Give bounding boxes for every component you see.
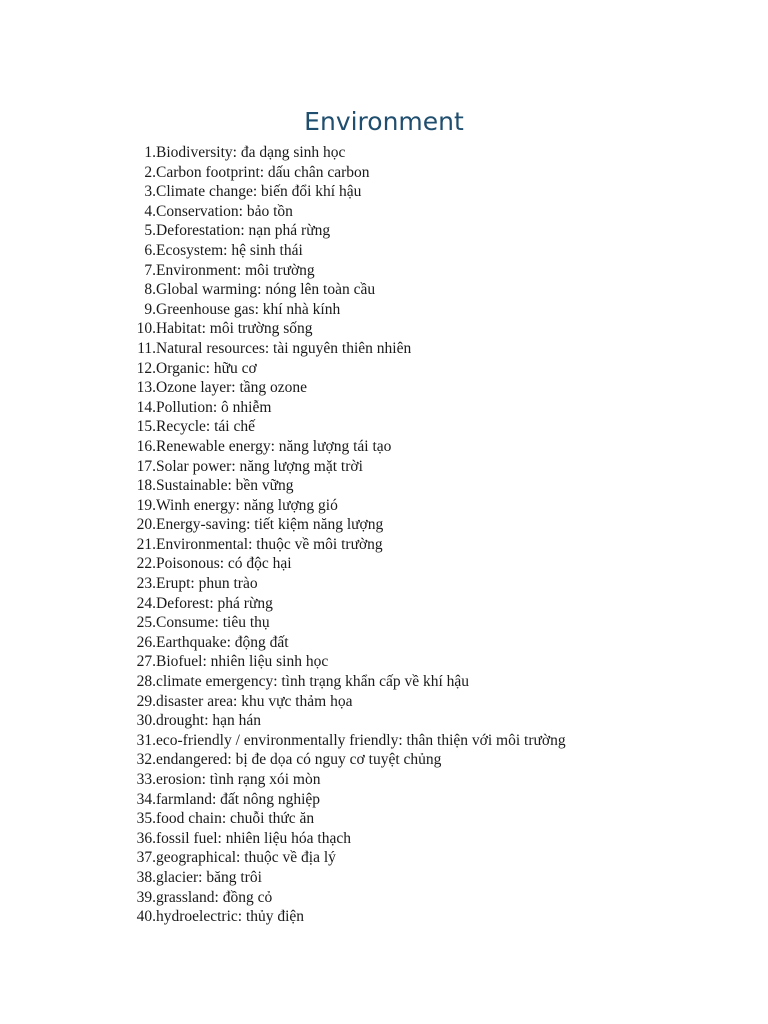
list-item-number: 39. [136, 888, 156, 906]
list-item [118, 829, 718, 849]
list-item-text: Conservation: bảo tồn [156, 202, 293, 220]
list-item [118, 143, 718, 163]
list-item-text: Erupt: phun trào [156, 575, 258, 593]
list-item-text: Biofuel: nhiên liệu sinh học [156, 653, 329, 671]
list-item-number: 23. [136, 575, 156, 593]
list-item-number: 29. [136, 692, 156, 710]
list-item [118, 241, 718, 261]
list-item-text: Ozone layer: tầng ozone [156, 379, 308, 397]
list-item [118, 417, 718, 437]
list-item-text: Biodiversity: đa dạng sinh học [156, 144, 346, 161]
list-item [118, 378, 718, 398]
list-item-text: Renewable energy: năng lượng tái tạo [156, 437, 392, 455]
list-item [118, 515, 718, 535]
list-item-text: Organic: hữu cơ [156, 359, 257, 377]
list-item [118, 809, 718, 829]
list-item [118, 398, 718, 418]
list-item-number: 30. [136, 712, 156, 730]
list-item-number: 7. [144, 261, 156, 279]
list-item-number: 40. [136, 908, 156, 926]
list-item [118, 202, 718, 222]
list-item [118, 437, 718, 457]
list-item-number: 35. [136, 810, 156, 828]
list-item-number: 3. [144, 183, 156, 201]
list-item-text: Pollution: ô nhiễm [156, 398, 272, 416]
list-item-number: 16. [136, 437, 156, 455]
list-item-text: climate emergency: tình trạng khẩn cấp về khí hậu [156, 673, 470, 691]
list-item-number: 20. [136, 516, 156, 534]
list-item-number: 6. [144, 241, 156, 259]
list-item-text: Deforest: phá rừng [156, 594, 273, 612]
list-item [118, 652, 718, 672]
list-item-number: 15. [136, 418, 156, 436]
list-item-number: 25. [136, 614, 156, 632]
list-item-text: disaster area: khu vực thảm họa [156, 692, 353, 710]
list-item-number: 32. [136, 751, 156, 769]
list-item-text: Deforestation: nạn phá rừng [156, 222, 331, 240]
list-item [118, 770, 718, 790]
list-item [118, 496, 718, 516]
list-item-text: fossil fuel: nhiên liệu hóa thạch [156, 829, 351, 847]
list-item-number: 14. [136, 398, 156, 416]
list-item-number: 13. [136, 379, 156, 397]
list-item-text: Greenhouse gas: khí nhà kính [156, 300, 341, 318]
list-item [118, 868, 718, 888]
list-item-text: Global warming: nóng lên toàn cầu [156, 281, 376, 299]
list-item [118, 319, 718, 339]
list-item-text: grassland: đồng cỏ [156, 888, 273, 906]
list-item-number: 31. [136, 731, 156, 749]
list-item-number: 10. [136, 320, 156, 338]
list-item [118, 848, 718, 868]
list-item-text: drought: hạn hán [156, 712, 262, 730]
list-item-number: 8. [144, 281, 156, 299]
list-item-number: 18. [136, 477, 156, 495]
list-item [118, 261, 718, 281]
list-item-text: Solar power: năng lượng mặt trời [156, 457, 363, 475]
list-item [118, 594, 718, 614]
list-item-text: Carbon footprint: dấu chân carbon [156, 163, 370, 181]
list-item [118, 731, 718, 751]
list-item-text: eco-friendly / environmentally friendly: thân thiện với môi trường [156, 731, 566, 749]
list-item [118, 182, 718, 202]
list-item-number: 28. [136, 673, 156, 691]
list-item [118, 554, 718, 574]
list-item-number: 36. [136, 829, 156, 847]
list-item-text: erosion: tình rạng xói mòn [156, 771, 321, 788]
list-item [118, 692, 718, 712]
list-item-text: Environment: môi trường [156, 261, 315, 279]
list-item [118, 359, 718, 379]
list-item-number: 33. [136, 771, 156, 788]
list-item-number: 12. [136, 359, 156, 377]
list-item [118, 280, 718, 300]
list-item-text: Energy-saving: tiết kiệm năng lượng [156, 516, 384, 534]
vocabulary-list [118, 143, 718, 927]
list-item-text: food chain: chuỗi thức ăn [156, 810, 315, 828]
list-item [118, 476, 718, 496]
list-item-number: 1. [144, 144, 156, 161]
page-title: Environment [304, 107, 464, 136]
list-item-number: 9. [144, 300, 156, 318]
list-item-number: 26. [136, 633, 156, 651]
list-item-text: Recycle: tái chế [156, 418, 255, 436]
list-item-text: Poisonous: có độc hại [156, 555, 292, 573]
list-item [118, 613, 718, 633]
list-item-text: Habitat: môi trường sống [156, 320, 313, 338]
list-item-number: 21. [136, 535, 156, 553]
list-item [118, 535, 718, 555]
list-item-number: 17. [136, 457, 156, 475]
list-item [118, 907, 718, 927]
list-item [118, 300, 718, 320]
list-item-text: Ecosystem: hệ sinh thái [156, 241, 303, 259]
list-item [118, 574, 718, 594]
list-item-text: Environmental: thuộc về môi trường [156, 535, 383, 553]
list-item [118, 888, 718, 908]
list-item [118, 457, 718, 477]
list-item [118, 633, 718, 653]
list-item-text: glacier: băng trôi [156, 868, 262, 886]
list-item-number: 4. [144, 202, 156, 220]
list-item-number: 37. [136, 849, 156, 867]
list-item-text: Earthquake: động đất [156, 633, 289, 651]
list-item-text: Climate change: biến đổi khí hậu [156, 183, 362, 201]
list-item-text: farmland: đất nông nghiệp [156, 790, 320, 808]
list-item [118, 790, 718, 810]
list-item-number: 22. [136, 555, 156, 573]
list-item-number: 19. [136, 496, 156, 514]
list-item-text: Consume: tiêu thụ [156, 614, 270, 632]
list-item-number: 2. [144, 163, 156, 181]
list-item-text: hydroelectric: thủy điện [156, 908, 305, 926]
list-item [118, 221, 718, 241]
list-item-number: 38. [136, 868, 156, 886]
list-item [118, 750, 718, 770]
list-item-text: Winh energy: năng lượng gió [156, 496, 338, 514]
list-item [118, 711, 718, 731]
list-item [118, 163, 718, 183]
list-item-number: 24. [136, 594, 156, 612]
list-item [118, 339, 718, 359]
list-item-number: 27. [136, 653, 156, 671]
list-item-text: geographical: thuộc về địa lý [156, 849, 336, 867]
list-item-number: 5. [144, 222, 156, 240]
list-item [118, 672, 718, 692]
list-item-number: 11. [137, 339, 156, 357]
list-item-text: Natural resources: tài nguyên thiên nhiên [156, 339, 412, 357]
list-item-number: 34. [136, 790, 156, 808]
list-item-text: Sustainable: bền vững [156, 477, 294, 495]
list-item-text: endangered: bị đe dọa có nguy cơ tuyệt chủng [156, 751, 442, 769]
